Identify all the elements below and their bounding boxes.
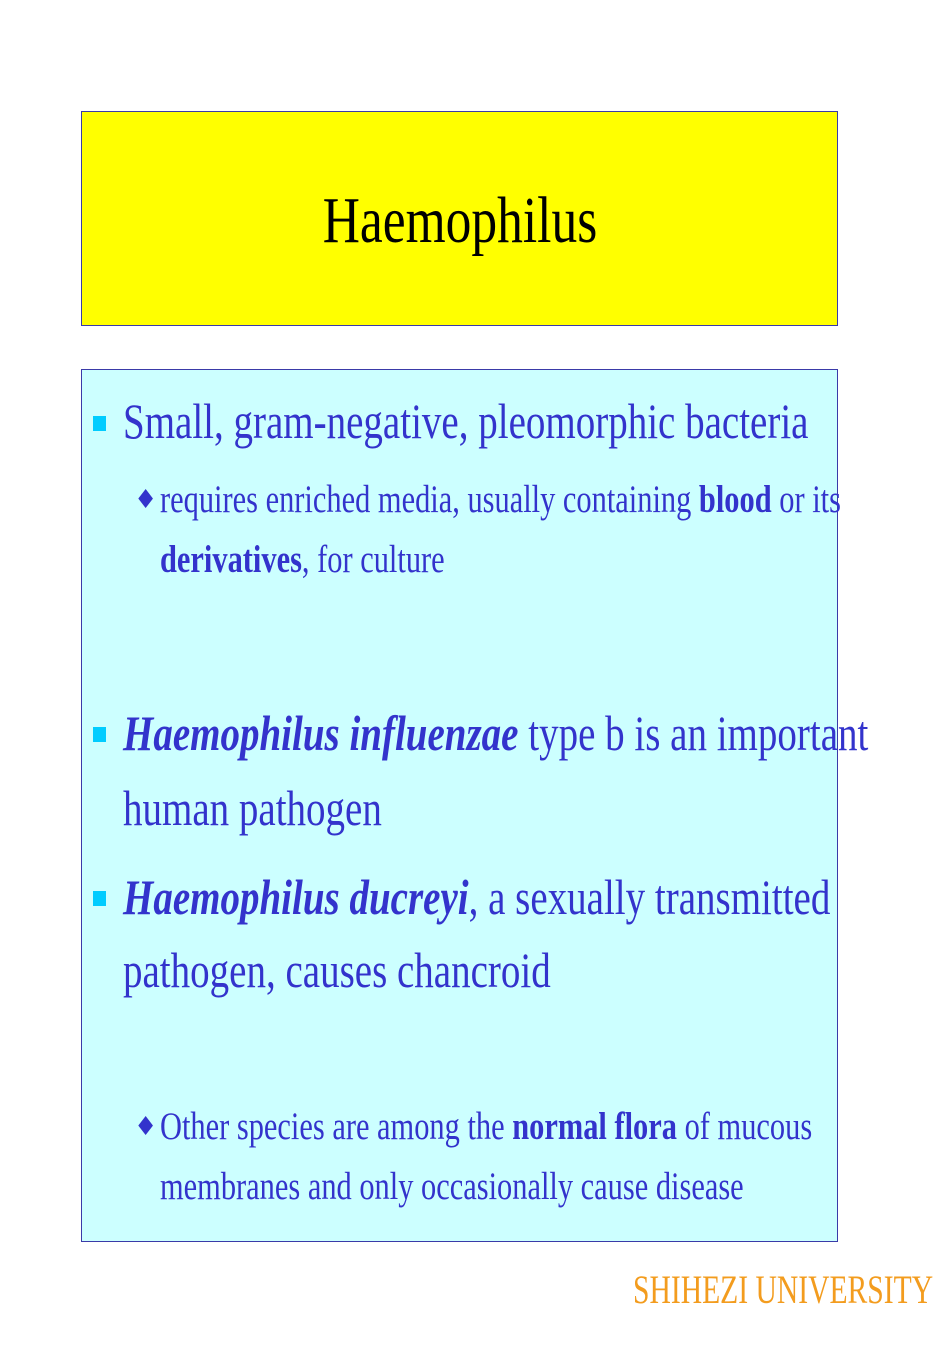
sub-1-line-1 <box>160 480 841 519</box>
sub-2-part1: Other species are among the <box>160 1105 513 1148</box>
square-bullet-icon <box>93 891 106 906</box>
bullet-2-rest: type b is an important <box>518 705 869 761</box>
square-bullet-icon <box>93 416 106 431</box>
content-box <box>81 369 869 1242</box>
bullet-1-text <box>123 393 809 449</box>
bullet-2-line2-text: human pathogen <box>123 780 382 836</box>
title-box <box>81 111 838 326</box>
bullet-3-line-1 <box>123 869 831 925</box>
sub-1-part2: or its <box>771 478 841 521</box>
bullet-1-line: Small, gram-negative, pleomorphic bacteria <box>123 393 809 449</box>
sub-1-line-2 <box>160 540 445 579</box>
sub-1-part3: , for culture <box>301 538 445 581</box>
bullet-2-line-1 <box>123 705 869 761</box>
footer-university: SHIHEZI UNIVERSITY <box>633 1267 934 1312</box>
sub-1-bold-derivatives: derivatives <box>160 538 302 581</box>
sub-2-line-2 <box>160 1167 744 1206</box>
bullet-3-line2-text: pathogen, causes chancroid <box>123 942 551 998</box>
diamond-bullet-icon: ♦ <box>134 1112 158 1142</box>
bullet-3-line-2 <box>123 942 551 998</box>
diamond-bullet-icon: ♦ <box>134 485 158 515</box>
sub-1-part1: requires enriched media, usually containing <box>160 478 699 521</box>
sub-1-bold-blood: blood <box>698 478 772 521</box>
sub-2-line2-text: membranes and only occasionally cause disease <box>160 1165 744 1208</box>
square-bullet-icon <box>93 727 106 742</box>
bullet-2-line-2 <box>123 780 382 836</box>
bullet-3-rest: , a sexually transmitted <box>468 869 831 925</box>
bullet-3-species: Haemophilus ducreyi <box>123 869 469 925</box>
slide-title: Haemophilus <box>322 183 597 257</box>
sub-2-bold: normal flora <box>512 1105 677 1148</box>
sub-2-line-1 <box>160 1107 812 1146</box>
bullet-2-species: Haemophilus influenzae <box>123 705 519 761</box>
sub-2-part2: of mucous <box>676 1105 813 1148</box>
